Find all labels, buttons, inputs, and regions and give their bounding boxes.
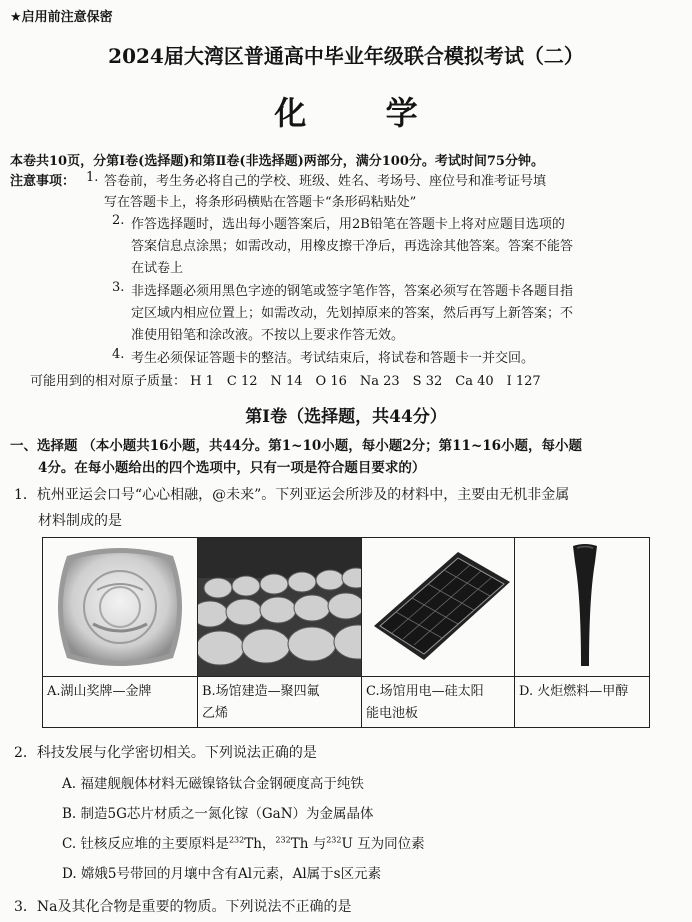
- section-intro-line1: 一、选择题 （本小题共16小题，共44分。第1~10小题，每小题2分；第11~16小题，每小题: [10, 438, 583, 454]
- q2-option-c-pre: 钍核反应堆的主要原料是: [80, 836, 229, 852]
- section-title: 第Ⅰ卷（选择题，共44分）: [245, 407, 447, 427]
- q1-option-a: [43, 677, 198, 728]
- exam-title: 2024届大湾区普通高中毕业年级联合模拟考试（二）: [108, 44, 584, 68]
- notice-item-3-line1: 非选择题必须用黑色字迹的钢笔或签字笔作答，答案必须写在答题卡各题目指: [131, 284, 574, 299]
- atomic-masses: 可能用到的相对原子质量： H 1 C 12 N 14 O 16 Na 23 S 32 Ca 40 I 127: [30, 374, 541, 389]
- q1-image-a-cell: [43, 538, 198, 677]
- q2-option-c-sup2: 232: [275, 835, 291, 845]
- q1-option-d-line1: D. 火炬燃料—甲醇: [519, 684, 629, 699]
- notice-item-3-num: 3.: [112, 280, 125, 295]
- q1-image-d-cell: [515, 538, 650, 677]
- notice-item-2-num: 2.: [112, 213, 125, 228]
- subject-title: 化 学: [274, 94, 452, 132]
- notice-item-3-line2: 定区域内相应位置上；如需改动，先划掉原来的答案，然后再写上新答案；不: [131, 306, 574, 321]
- q2-option-d-text: 嫦娥5号带回的月壤中含有Al元素，Al属于s区元素: [80, 866, 382, 882]
- q2-option-b-text: 制造5G芯片材质之一氮化镓（GaN）为金属晶体: [80, 806, 374, 822]
- q1-option-c-line2: 能电池板: [366, 706, 419, 721]
- q1-option-b: [198, 677, 362, 728]
- q1-option-c: [362, 677, 515, 728]
- notice-label: 注意事项：: [10, 174, 76, 189]
- q2-option-d: [62, 862, 381, 882]
- q3-stem: 3．Na及其化合物是重要的物质。下列说法不正确的是: [14, 899, 352, 915]
- q2-option-c-mid2: Th 与: [290, 836, 327, 852]
- q1-stem-line1: 1．杭州亚运会口号“心心相融，@未来”。下列亚运会所涉及的材料中，主要由无机非金属: [14, 487, 570, 503]
- q1-option-b-line1: B.场馆建造—聚四氟: [202, 684, 320, 699]
- q2-option-c-label: C.: [62, 836, 77, 852]
- notice-item-1-line1: 答卷前，考生务必将自己的学校、班级、姓名、考场号、座位号和准考证号填: [104, 174, 547, 189]
- q2-option-c-sup1: 232: [228, 835, 245, 845]
- section-intro-line2: 4分。在每小题给出的四个选项中，只有一项是符合题目要求的）: [38, 460, 426, 476]
- exam-summary: 本卷共10页，分第Ⅰ卷(选择题)和第Ⅱ卷(非选择题)两部分，满分100分。考试时间75分钟。: [10, 154, 544, 169]
- q1-image-b-cell: [198, 538, 362, 677]
- notice-item-1-line2: 写在答题卡上，将条形码横贴在答题卡“条形码粘贴处”: [104, 195, 417, 210]
- q2-option-b-label: B.: [62, 806, 77, 822]
- q1-stem-line2: 材料制成的是: [38, 513, 122, 529]
- q2-option-b: [62, 802, 374, 822]
- torch-icon: [515, 538, 649, 676]
- notice-item-4-line1: 考生必须保证答题卡的整洁。考试结束后，将试卷和答题卡一并交回。: [131, 351, 535, 366]
- q1-option-c-line1: C.场馆用电—硅太阳: [366, 684, 484, 699]
- q1-option-d: [515, 677, 650, 728]
- q2-option-c: [62, 832, 425, 852]
- q2-option-a-label: A.: [62, 776, 77, 792]
- stadium-roof-icon: [198, 538, 361, 676]
- notice-item-3-line3: 准使用铅笔和涂改液。不按以上要求作答无效。: [131, 328, 405, 343]
- q1-option-b-line2: 乙烯: [202, 706, 229, 721]
- notice-item-2-line1: 作答选择题时，选出每小题答案后，用2B铅笔在答题卡上将对应题目选项的: [131, 217, 565, 232]
- q2-option-d-label: D.: [62, 866, 77, 882]
- q2-option-c-post: U 互为同位素: [341, 836, 425, 852]
- notice-item-2-line3: 在试卷上: [131, 261, 184, 276]
- confidential-mark: ★启用前注意保密: [10, 10, 113, 25]
- q2-option-a-text: 福建舰舰体材料无磁镍铬钛合金钢硬度高于纯铁: [80, 776, 364, 792]
- q1-option-a-line1: A.湖山奖牌—金牌: [47, 684, 152, 699]
- q2-option-c-mid1: Th，: [244, 836, 276, 852]
- q2-option-a: [62, 772, 364, 792]
- q1-image-c-cell: [362, 538, 515, 677]
- notice-item-2-line2: 答案信息点涂黑；如需改动，用橡皮擦干净后，再选涂其他答案。答案不能答: [131, 239, 574, 254]
- notice-item-4-num: 4.: [112, 347, 125, 362]
- q1-options-table: [42, 537, 650, 728]
- notice-item-1-num: 1.: [86, 170, 99, 185]
- q2-option-c-sup3: 232: [326, 835, 342, 845]
- solar-panel-icon: [362, 538, 514, 676]
- q2-stem: 2．科技发展与化学密切相关。下列说法正确的是: [14, 745, 317, 761]
- medal-icon: [43, 538, 197, 676]
